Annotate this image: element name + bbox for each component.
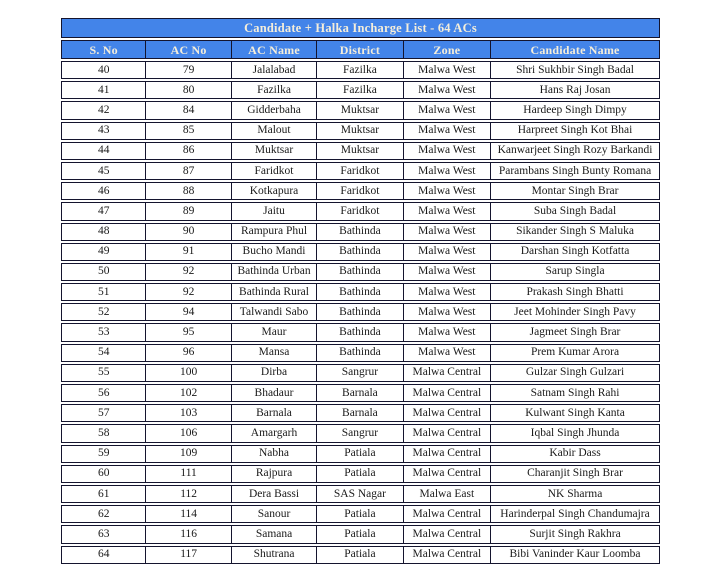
cell-candidate-name: Iqbal Singh Jhunda xyxy=(491,424,660,442)
cell-s-no: 44 xyxy=(61,142,146,160)
cell-district: Patiala xyxy=(317,465,403,483)
cell-ac-name: Dirba xyxy=(232,364,317,382)
cell-ac-name: Dera Bassi xyxy=(232,485,317,503)
cell-zone: Malwa West xyxy=(404,283,491,301)
cell-zone: Malwa West xyxy=(404,263,491,281)
cell-zone: Malwa Central xyxy=(404,424,491,442)
cell-district: Muktsar xyxy=(317,122,403,140)
cell-ac-no: 90 xyxy=(146,223,231,241)
table-row xyxy=(61,505,660,523)
table-row xyxy=(61,81,660,99)
cell-ac-no: 103 xyxy=(146,404,231,422)
cell-ac-no: 89 xyxy=(146,202,231,220)
cell-ac-name: Kotkapura xyxy=(232,182,317,200)
cell-s-no: 56 xyxy=(61,384,146,402)
cell-ac-name: Gidderbaha xyxy=(232,101,317,119)
table-row xyxy=(61,243,660,261)
table-row xyxy=(61,424,660,442)
cell-s-no: 55 xyxy=(61,364,146,382)
cell-zone: Malwa Central xyxy=(404,364,491,382)
cell-zone: Malwa Central xyxy=(404,465,491,483)
cell-zone: Malwa Central xyxy=(404,525,491,543)
cell-ac-no: 111 xyxy=(146,465,231,483)
candidate-table-container xyxy=(61,16,660,566)
table-header-row xyxy=(61,40,660,59)
cell-s-no: 61 xyxy=(61,485,146,503)
cell-ac-no: 80 xyxy=(146,81,231,99)
column-header-candidate-name: Candidate Name xyxy=(491,40,660,59)
cell-ac-name: Samana xyxy=(232,525,317,543)
cell-ac-name: Bathinda Rural xyxy=(232,283,317,301)
table-row xyxy=(61,323,660,341)
cell-district: Patiala xyxy=(317,505,403,523)
cell-district: Muktsar xyxy=(317,101,403,119)
cell-district: Bathinda xyxy=(317,344,403,362)
table-row xyxy=(61,223,660,241)
cell-s-no: 50 xyxy=(61,263,146,281)
table-row xyxy=(61,344,660,362)
cell-ac-name: Faridkot xyxy=(232,162,317,180)
column-header-district: District xyxy=(317,40,403,59)
cell-candidate-name: Bibi Vaninder Kaur Loomba xyxy=(491,546,660,564)
cell-ac-no: 102 xyxy=(146,384,231,402)
cell-candidate-name: Harinderpal Singh Chandumajra xyxy=(491,505,660,523)
table-row xyxy=(61,485,660,503)
cell-district: Sangrur xyxy=(317,424,403,442)
cell-candidate-name: Suba Singh Badal xyxy=(491,202,660,220)
cell-candidate-name: Prem Kumar Arora xyxy=(491,344,660,362)
cell-ac-name: Maur xyxy=(232,323,317,341)
cell-zone: Malwa Central xyxy=(404,546,491,564)
cell-zone: Malwa Central xyxy=(404,445,491,463)
cell-ac-name: Barnala xyxy=(232,404,317,422)
table-row xyxy=(61,283,660,301)
cell-district: Faridkot xyxy=(317,202,403,220)
table-row xyxy=(61,202,660,220)
cell-s-no: 48 xyxy=(61,223,146,241)
cell-s-no: 58 xyxy=(61,424,146,442)
cell-candidate-name: Hans Raj Josan xyxy=(491,81,660,99)
cell-candidate-name: Harpreet Singh Kot Bhai xyxy=(491,122,660,140)
cell-ac-name: Bucho Mandi xyxy=(232,243,317,261)
cell-district: Barnala xyxy=(317,384,403,402)
cell-zone: Malwa Central xyxy=(404,505,491,523)
cell-ac-name: Rampura Phul xyxy=(232,223,317,241)
table-title-row xyxy=(61,18,660,38)
cell-candidate-name: Sikander Singh S Maluka xyxy=(491,223,660,241)
cell-ac-no: 114 xyxy=(146,505,231,523)
cell-ac-name: Jalalabad xyxy=(232,61,317,79)
cell-ac-name: Sanour xyxy=(232,505,317,523)
cell-zone: Malwa West xyxy=(404,223,491,241)
column-header-ac-name: AC Name xyxy=(232,40,317,59)
column-header-zone: Zone xyxy=(404,40,491,59)
cell-district: Bathinda xyxy=(317,263,403,281)
cell-zone: Malwa West xyxy=(404,323,491,341)
cell-s-no: 43 xyxy=(61,122,146,140)
table-row xyxy=(61,546,660,564)
cell-s-no: 53 xyxy=(61,323,146,341)
cell-district: Bathinda xyxy=(317,243,403,261)
table-row xyxy=(61,61,660,79)
cell-ac-name: Shutrana xyxy=(232,546,317,564)
cell-s-no: 45 xyxy=(61,162,146,180)
table-title: Candidate + Halka Incharge List - 64 ACs xyxy=(61,18,660,38)
cell-ac-name: Mansa xyxy=(232,344,317,362)
cell-district: Fazilka xyxy=(317,81,403,99)
cell-ac-no: 91 xyxy=(146,243,231,261)
cell-ac-no: 88 xyxy=(146,182,231,200)
cell-s-no: 46 xyxy=(61,182,146,200)
cell-ac-name: Bhadaur xyxy=(232,384,317,402)
cell-candidate-name: Kulwant Singh Kanta xyxy=(491,404,660,422)
cell-ac-no: 96 xyxy=(146,344,231,362)
cell-district: Bathinda xyxy=(317,303,403,321)
cell-candidate-name: Darshan Singh Kotfatta xyxy=(491,243,660,261)
column-header-ac-no: AC No xyxy=(146,40,231,59)
cell-ac-no: 92 xyxy=(146,283,231,301)
cell-district: Bathinda xyxy=(317,323,403,341)
cell-s-no: 64 xyxy=(61,546,146,564)
table-row xyxy=(61,364,660,382)
cell-candidate-name: NK Sharma xyxy=(491,485,660,503)
cell-ac-name: Muktsar xyxy=(232,142,317,160)
cell-zone: Malwa Central xyxy=(404,404,491,422)
cell-zone: Malwa Central xyxy=(404,384,491,402)
cell-zone: Malwa West xyxy=(404,162,491,180)
column-header-s-no: S. No xyxy=(61,40,146,59)
cell-s-no: 63 xyxy=(61,525,146,543)
cell-ac-no: 84 xyxy=(146,101,231,119)
cell-candidate-name: Gulzar Singh Gulzari xyxy=(491,364,660,382)
cell-ac-name: Jaitu xyxy=(232,202,317,220)
cell-district: Patiala xyxy=(317,445,403,463)
cell-ac-name: Rajpura xyxy=(232,465,317,483)
cell-ac-name: Malout xyxy=(232,122,317,140)
cell-candidate-name: Parambans Singh Bunty Romana xyxy=(491,162,660,180)
table-row xyxy=(61,162,660,180)
table-row xyxy=(61,142,660,160)
cell-zone: Malwa West xyxy=(404,344,491,362)
cell-candidate-name: Charanjit Singh Brar xyxy=(491,465,660,483)
cell-zone: Malwa East xyxy=(404,485,491,503)
cell-district: Patiala xyxy=(317,525,403,543)
table-row xyxy=(61,182,660,200)
table-body xyxy=(61,18,660,564)
cell-s-no: 62 xyxy=(61,505,146,523)
cell-district: Fazilka xyxy=(317,61,403,79)
cell-ac-no: 87 xyxy=(146,162,231,180)
cell-candidate-name: Montar Singh Brar xyxy=(491,182,660,200)
cell-zone: Malwa West xyxy=(404,202,491,220)
cell-district: SAS Nagar xyxy=(317,485,403,503)
cell-ac-no: 112 xyxy=(146,485,231,503)
cell-district: Faridkot xyxy=(317,182,403,200)
cell-district: Faridkot xyxy=(317,162,403,180)
cell-s-no: 59 xyxy=(61,445,146,463)
cell-ac-no: 100 xyxy=(146,364,231,382)
table-row xyxy=(61,404,660,422)
cell-ac-no: 92 xyxy=(146,263,231,281)
cell-ac-no: 109 xyxy=(146,445,231,463)
cell-candidate-name: Sarup Singla xyxy=(491,263,660,281)
cell-zone: Malwa West xyxy=(404,182,491,200)
table-row xyxy=(61,303,660,321)
table-row xyxy=(61,465,660,483)
cell-ac-name: Bathinda Urban xyxy=(232,263,317,281)
cell-ac-name: Talwandi Sabo xyxy=(232,303,317,321)
cell-s-no: 42 xyxy=(61,101,146,119)
cell-ac-no: 106 xyxy=(146,424,231,442)
cell-candidate-name: Jagmeet Singh Brar xyxy=(491,323,660,341)
cell-candidate-name: Prakash Singh Bhatti xyxy=(491,283,660,301)
cell-candidate-name: Kabir Dass xyxy=(491,445,660,463)
cell-candidate-name: Surjit Singh Rakhra xyxy=(491,525,660,543)
cell-ac-no: 95 xyxy=(146,323,231,341)
table-row xyxy=(61,445,660,463)
cell-candidate-name: Satnam Singh Rahi xyxy=(491,384,660,402)
cell-district: Bathinda xyxy=(317,283,403,301)
cell-district: Patiala xyxy=(317,546,403,564)
cell-district: Muktsar xyxy=(317,142,403,160)
cell-s-no: 60 xyxy=(61,465,146,483)
cell-s-no: 49 xyxy=(61,243,146,261)
cell-ac-no: 85 xyxy=(146,122,231,140)
cell-ac-name: Amargarh xyxy=(232,424,317,442)
table-row xyxy=(61,122,660,140)
cell-ac-no: 86 xyxy=(146,142,231,160)
cell-ac-no: 94 xyxy=(146,303,231,321)
cell-district: Barnala xyxy=(317,404,403,422)
cell-s-no: 51 xyxy=(61,283,146,301)
cell-candidate-name: Hardeep Singh Dimpy xyxy=(491,101,660,119)
cell-s-no: 41 xyxy=(61,81,146,99)
cell-zone: Malwa West xyxy=(404,81,491,99)
cell-zone: Malwa West xyxy=(404,101,491,119)
cell-s-no: 52 xyxy=(61,303,146,321)
cell-zone: Malwa West xyxy=(404,142,491,160)
cell-ac-no: 117 xyxy=(146,546,231,564)
cell-s-no: 47 xyxy=(61,202,146,220)
table-row xyxy=(61,384,660,402)
cell-ac-no: 79 xyxy=(146,61,231,79)
table-row xyxy=(61,525,660,543)
cell-candidate-name: Kanwarjeet Singh Rozy Barkandi xyxy=(491,142,660,160)
table-row xyxy=(61,101,660,119)
cell-district: Sangrur xyxy=(317,364,403,382)
cell-ac-name: Nabha xyxy=(232,445,317,463)
candidate-incharge-table xyxy=(61,16,660,566)
cell-zone: Malwa West xyxy=(404,122,491,140)
cell-candidate-name: Shri Sukhbir Singh Badal xyxy=(491,61,660,79)
cell-zone: Malwa West xyxy=(404,243,491,261)
cell-ac-name: Fazilka xyxy=(232,81,317,99)
cell-district: Bathinda xyxy=(317,223,403,241)
cell-zone: Malwa West xyxy=(404,303,491,321)
cell-zone: Malwa West xyxy=(404,61,491,79)
cell-ac-no: 116 xyxy=(146,525,231,543)
cell-s-no: 57 xyxy=(61,404,146,422)
table-row xyxy=(61,263,660,281)
cell-s-no: 54 xyxy=(61,344,146,362)
cell-s-no: 40 xyxy=(61,61,146,79)
cell-candidate-name: Jeet Mohinder Singh Pavy xyxy=(491,303,660,321)
